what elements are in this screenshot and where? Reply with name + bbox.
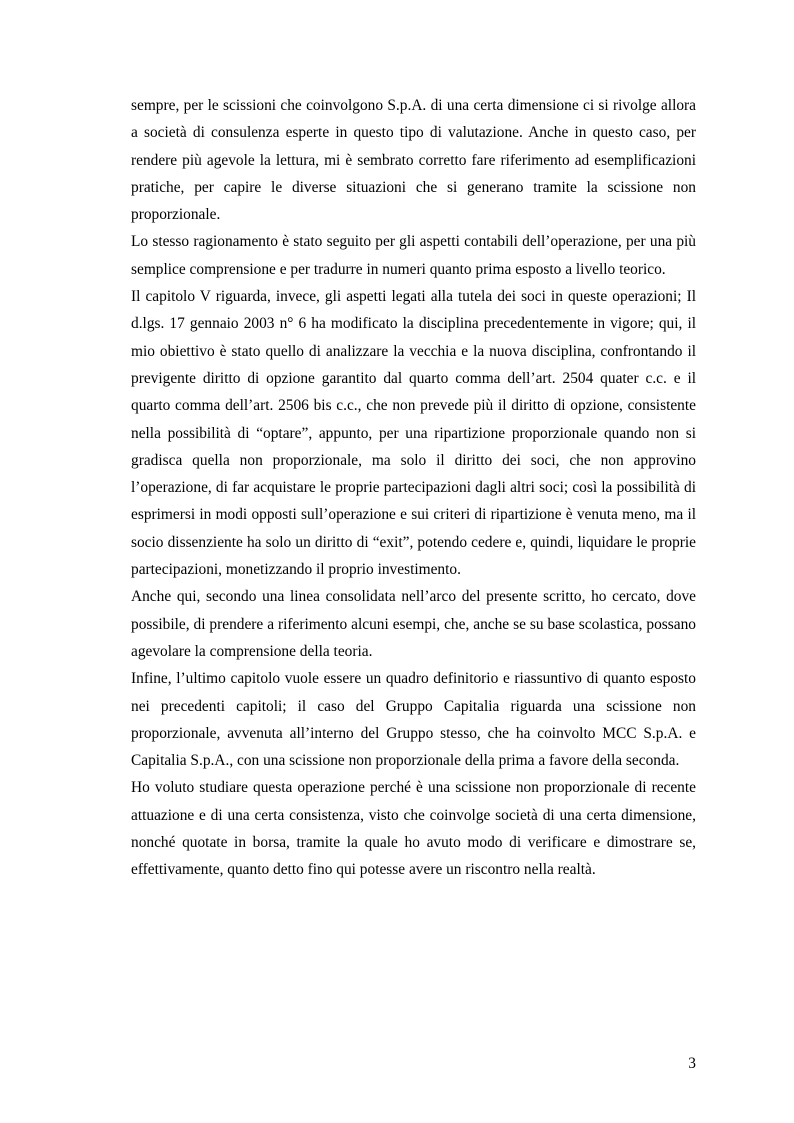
paragraph-1: sempre, per le scissioni che coinvolgono S.p.A. di una certa dimensione ci si rivolge allora a società di consulenza esperte in questo tipo di valutazione. Anche in questo caso, per rendere più agevole la lettura, mi è sembrato corretto fare riferimento ad esemplificazioni pratiche, per capire le diverse situazioni che si generano tramite la scissione non proporzionale. [131, 97, 696, 224]
body-text [131, 92, 696, 884]
paragraph-3: Il capitolo V riguarda, invece, gli aspetti legati alla tutela dei soci in queste operazioni; Il d.lgs. 17 gennaio 2003 n° 6 ha modificato la disciplina precedentemente in vigore; qui, il mio obiettivo è stato quello di analizzare la vecchia e la nuova disciplina, confrontando il previgente diritto di opzione garantito dal quarto comma dell’art. 2504 quater c.c. e il quarto comma dell’art. 2506 bis c.c., che non prevede più il diritto di opzione, consistente nella possibilità di “optare”, appunto, per una ripartizione proporzionale quando non si gradisca quella non proporzionale, ma solo il diritto dei soci, che non approvino l’operazione, di far acquistare le proprie partecipazioni dagli altri soci; così la possibilità di esprimersi in modi opposti sull’operazione e sui criteri di ripartizione è venuta meno, ma il socio dissenziente ha solo un diritto di “exit”, potendo cedere e, quindi, liquidare le proprie partecipazioni, monetizzando il proprio investimento. [131, 288, 696, 579]
paragraph-4: Anche qui, secondo una linea consolidata nell’arco del presente scritto, ho cercato, dove possibile, di prendere a riferimento alcuni esempi, che, anche se su base scolastica, possano agevolare la comprensione della teoria. [131, 588, 696, 660]
paragraph-5: Infine, l’ultimo capitolo vuole essere un quadro definitorio e riassuntivo di quanto esposto nei precedenti capitoli; il caso del Gruppo Capitalia riguarda una scissione non proporzionale, avvenuta all’interno del Gruppo stesso, che ha coinvolto MCC S.p.A. e Capitalia S.p.A., con una scissione non proporzionale della prima a favore della seconda. [131, 670, 696, 770]
paragraph-6: Ho voluto studiare questa operazione perché è una scissione non proporzionale di recente attuazione e di una certa consistenza, visto che coinvolge società di una certa dimensione, nonché quotate in borsa, tramite la quale ho avuto modo di verificare e dimostrare se, effettivamente, quanto detto fino qui potesse avere un riscontro nella realtà. [131, 779, 696, 879]
page-number: 3 [688, 1055, 696, 1072]
paragraph-2: Lo stesso ragionamento è stato seguito per gli aspetti contabili dell’operazione, per una più semplice comprensione e per tradurre in numeri quanto prima esposto a livello teorico. [131, 233, 696, 278]
